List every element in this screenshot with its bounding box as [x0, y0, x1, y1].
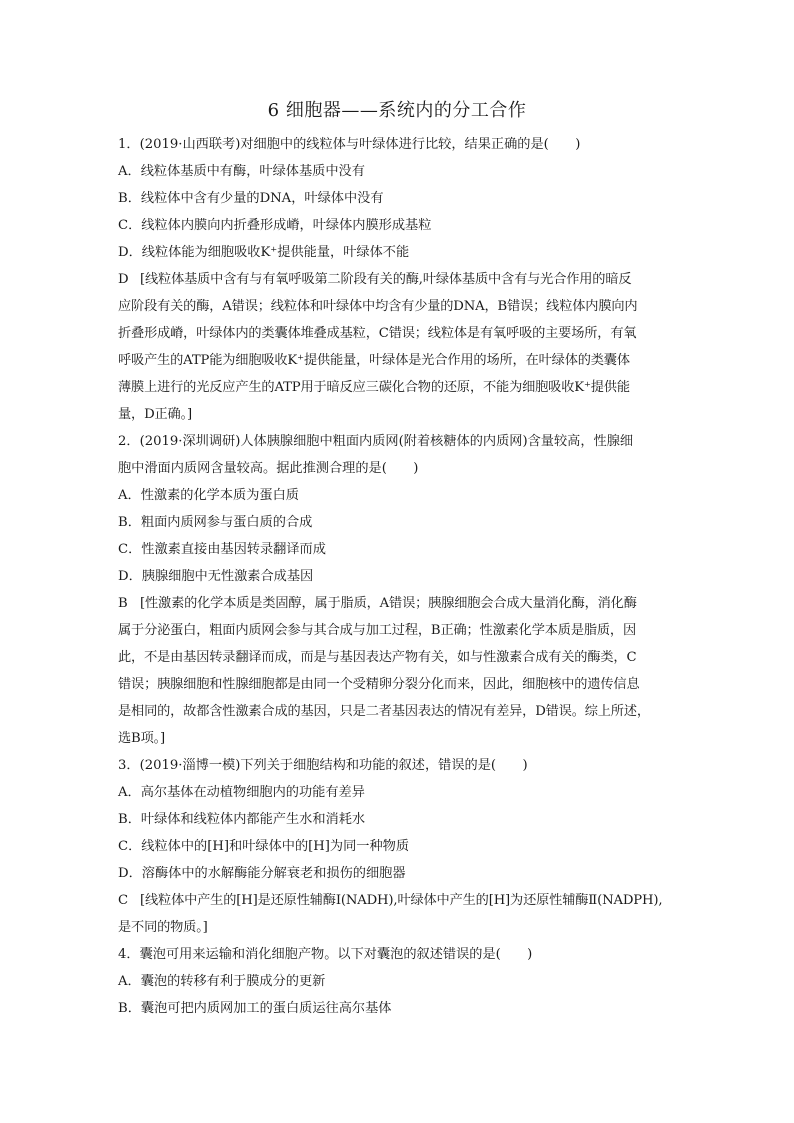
option-a: A．性激素的化学本质为蛋白质 — [118, 488, 299, 503]
explanation-line: 是不同的物质。] — [118, 920, 208, 935]
page-title: 6 细胞器——系统内的分工合作 — [267, 100, 527, 121]
question-stem: 1．(2019·山西联考)对细胞中的线粒体与叶绿体进行比较，结果正确的是( ) — [118, 137, 581, 152]
option-d: D．溶酶体中的水解酶能分解衰老和损伤的细胞器 — [118, 866, 406, 881]
question-2 — [118, 428, 684, 752]
explanation-line: 错误；胰腺细胞和性腺细胞都是由同一个受精卵分裂分化而来，因此，细胞核中的遗传信息 — [118, 677, 640, 692]
option-d: D．线粒体能为细胞吸收K⁺提供能量，叶绿体不能 — [118, 245, 410, 260]
option-d: D．胰腺细胞中无性激素合成基因 — [118, 569, 314, 584]
question-4 — [118, 941, 684, 1022]
explanation-line: 此，不是由基因转录翻译而成，而是与基因表达产物有关，如与性激素合成有关的酶类，C — [118, 650, 637, 665]
explanation-line: 应阶段有关的酶，A错误；线粒体和叶绿体中均含有少量的DNA，B错误；线粒体内膜向内 — [118, 299, 638, 314]
option-c: C．性激素直接由基因转录翻译而成 — [118, 542, 326, 557]
explanation-line: 呼吸产生的ATP能为细胞吸收K⁺提供能量，叶绿体是光合作用的场所，在叶绿体的类囊体 — [118, 353, 630, 368]
explanation-line: 选B项。] — [118, 731, 166, 746]
explanation-line: 属于分泌蛋白，粗面内质网会参与其合成与加工过程，B正确；性激素化学本质是脂质，因 — [118, 623, 637, 638]
question-1 — [118, 131, 684, 428]
question-stem: 3．(2019·淄博一模)下列关于细胞结构和功能的叙述，错误的是( ) — [118, 758, 528, 773]
option-b: B．粗面内质网参与蛋白质的合成 — [118, 515, 313, 530]
explanation-line: [线粒体中产生的[H]是还原性辅酶Ⅰ(NADH),叶绿体中产生的[H]为还原性辅酶Ⅱ(NADPH), — [140, 893, 663, 908]
explanation-line: 薄膜上进行的光反应产生的ATP用于暗反应三碳化合物的还原，不能为细胞吸收K⁺提供能 — [118, 380, 630, 395]
option-a: A．线粒体基质中有酶，叶绿体基质中没有 — [118, 164, 365, 179]
answer-explanation — [118, 266, 684, 428]
answer-explanation — [118, 887, 684, 941]
explanation-line: 折叠形成嵴，叶绿体内的类囊体堆叠成基粒，C错误；线粒体是有氧呼吸的主要场所，有氧 — [118, 326, 637, 341]
question-stem: 胞中滑面内质网含量较高。据此推测合理的是( ) — [118, 461, 419, 476]
explanation-line: [线粒体基质中含有与有氧呼吸第二阶段有关的酶,叶绿体基质中含有与光合作用的暗反 — [140, 272, 632, 287]
answer-explanation — [118, 590, 684, 752]
question-stem: 4．囊泡可用来运输和消化细胞产物。以下对囊泡的叙述错误的是( ) — [118, 947, 533, 962]
option-c: C．线粒体中的[H]和叶绿体中的[H]为同一种物质 — [118, 839, 410, 854]
answer-key: B — [118, 596, 128, 611]
question-stem: 2．(2019·深圳调研)人体胰腺细胞中粗面内质网(附着核糖体的内质网)含量较高，性腺细 — [118, 434, 634, 449]
option-c: C．线粒体内膜向内折叠形成嵴，叶绿体内膜形成基粒 — [118, 218, 432, 233]
option-a: A．高尔基体在动植物细胞内的功能有差异 — [118, 785, 365, 800]
explanation-line: [性激素的化学本质是类固醇，属于脂质，A错误；胰腺细胞会合成大量消化酶，消化酶 — [140, 596, 637, 611]
answer-key: C — [118, 893, 128, 908]
explanation-line: 量，D正确。] — [118, 407, 193, 422]
option-b: B．囊泡可把内质网加工的蛋白质运往高尔基体 — [118, 1001, 392, 1016]
option-b: B．线粒体中含有少量的DNA，叶绿体中没有 — [118, 191, 384, 206]
option-a: A．囊泡的转移有利于膜成分的更新 — [118, 974, 326, 989]
question-3 — [118, 752, 684, 941]
content — [118, 131, 684, 1022]
option-b: B．叶绿体和线粒体内都能产生水和消耗水 — [118, 812, 366, 827]
answer-key: D — [118, 272, 129, 287]
explanation-line: 是相同的，故都含性激素合成的基因，只是二者基因表达的情况有差异，D错误。综上所述， — [118, 704, 650, 719]
